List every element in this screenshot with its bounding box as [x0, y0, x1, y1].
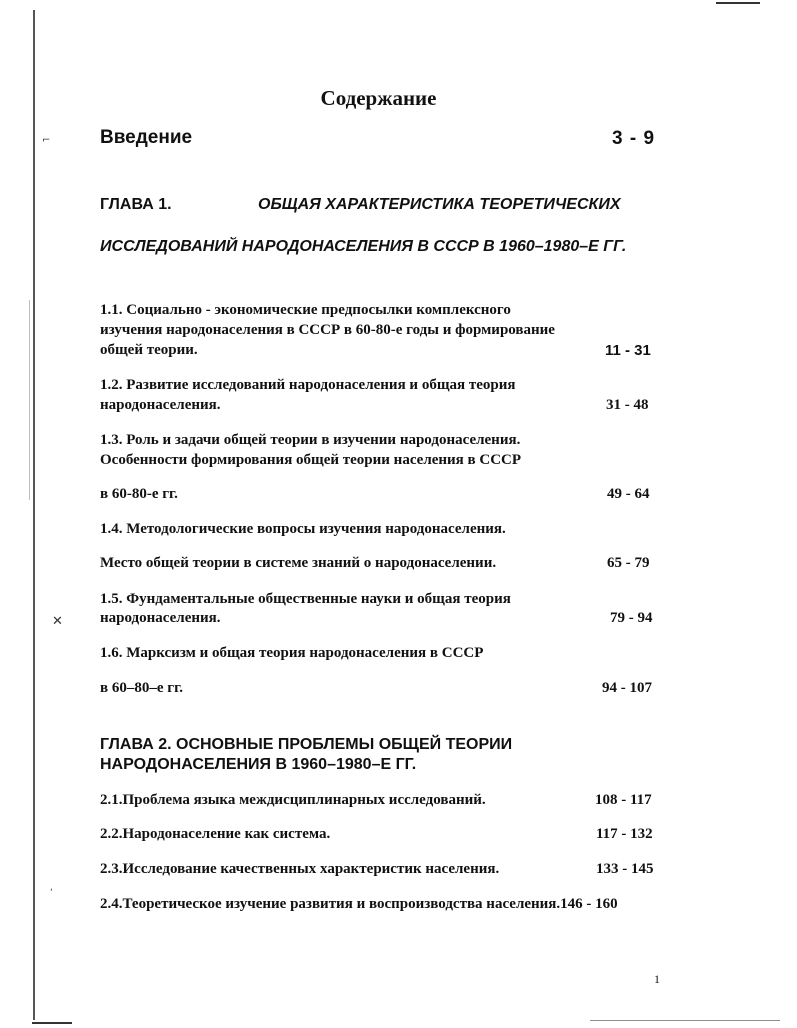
chapter1-title-line1: ОБЩАЯ ХАРАКТЕРИСТИКА ТЕОРЕТИЧЕСКИХ [258, 196, 621, 213]
toc-entry-2-3-pages: 133 - 145 [596, 861, 654, 877]
chapter2-title [100, 735, 512, 775]
page-number: 1 [654, 972, 660, 986]
chapter2-title-line2: НАРОДОНАСЕЛЕНИЯ В 1960–1980–Е ГГ. [100, 756, 417, 773]
intro-label: Введение [100, 127, 193, 148]
toc-entry-1-1-line: изучения народонаселения в СССР в 60-80-е годы и формирование [100, 322, 555, 338]
toc-entry-2-3: 2.3.Исследование качественных характеристик населения. [100, 861, 500, 877]
toc-entry-2-2-pages: 117 - 132 [596, 826, 653, 842]
toc-entry-1-2-line: народонаселения. [100, 397, 221, 413]
toc-entry-2-4: 2.4.Теоретическое изучение развития и воспроизводства населения.146 - 160 [100, 896, 618, 912]
scan-edge-line [33, 10, 35, 1020]
toc-entry-1-1-pages: 11 - 31 [605, 342, 651, 359]
toc-entry-2-1: 2.1.Проблема языка междисциплинарных исследований. [100, 792, 486, 808]
toc-entry-1-5-pages: 79 - 94 [610, 610, 653, 626]
intro-pages: 3 - 9 [612, 128, 656, 149]
toc-entry-1-1-line: 1.1. Социально - экономические предпосылки комплексного [100, 302, 511, 318]
toc-entry-1-4-pages: 65 - 79 [607, 555, 650, 571]
scan-speck: ✕ [52, 614, 63, 629]
page-title: Содержание [320, 86, 437, 110]
toc-entry-2-2: 2.2.Народонаселение как система. [100, 826, 331, 842]
toc-entry-1-5-line: народонаселения. [100, 610, 221, 626]
toc-entry-1-1-line: общей теории. [100, 342, 198, 358]
toc-entry-1-3-line: в 60-80-е гг. [100, 486, 178, 502]
toc-entry-1-6-line: 1.6. Марксизм и общая теория народонаселения в СССР [100, 645, 484, 661]
toc-entry-1-3-line: 1.3. Роль и задачи общей теории в изучении народонаселения. [100, 432, 521, 448]
scan-speck: ⌐ [42, 135, 51, 146]
scan-artifact [590, 1020, 780, 1021]
toc-entry-1-2-line: 1.2. Развитие исследований народонаселения и общая теория [100, 377, 516, 393]
chapter1-title-line2: ИССЛЕДОВАНИЙ НАРОДОНАСЕЛЕНИЯ В СССР В 1960–1980–Е ГГ. [100, 238, 627, 255]
toc-entry-1-6-pages: 94 - 107 [602, 680, 652, 696]
toc-entry-1-5-line: 1.5. Фундаментальные общественные науки и общая теория [100, 591, 511, 607]
toc-entry-1-4-line: 1.4. Методологические вопросы изучения народонаселения. [100, 521, 506, 537]
scan-speck: ‘ [50, 888, 53, 898]
toc-entry-1-4-line: Место общей теории в системе знаний о народонаселении. [100, 555, 497, 571]
toc-entry-2-1-pages: 108 - 117 [595, 792, 652, 808]
chapter2-title-line1: ГЛАВА 2. ОСНОВНЫЕ ПРОБЛЕМЫ ОБЩЕЙ ТЕОРИИ [100, 736, 513, 753]
scan-artifact [716, 2, 760, 4]
toc-entry-1-6-line: в 60–80–е гг. [100, 680, 183, 696]
scan-edge-line [29, 300, 30, 500]
scan-artifact [32, 1022, 72, 1024]
toc-entry-1-2-pages: 31 - 48 [606, 397, 649, 413]
chapter1-label: ГЛАВА 1. [100, 196, 172, 213]
toc-entry-1-3-line: Особенности формирования общей теории населения в СССР [100, 452, 522, 468]
toc-entry-1-3-pages: 49 - 64 [607, 486, 650, 502]
